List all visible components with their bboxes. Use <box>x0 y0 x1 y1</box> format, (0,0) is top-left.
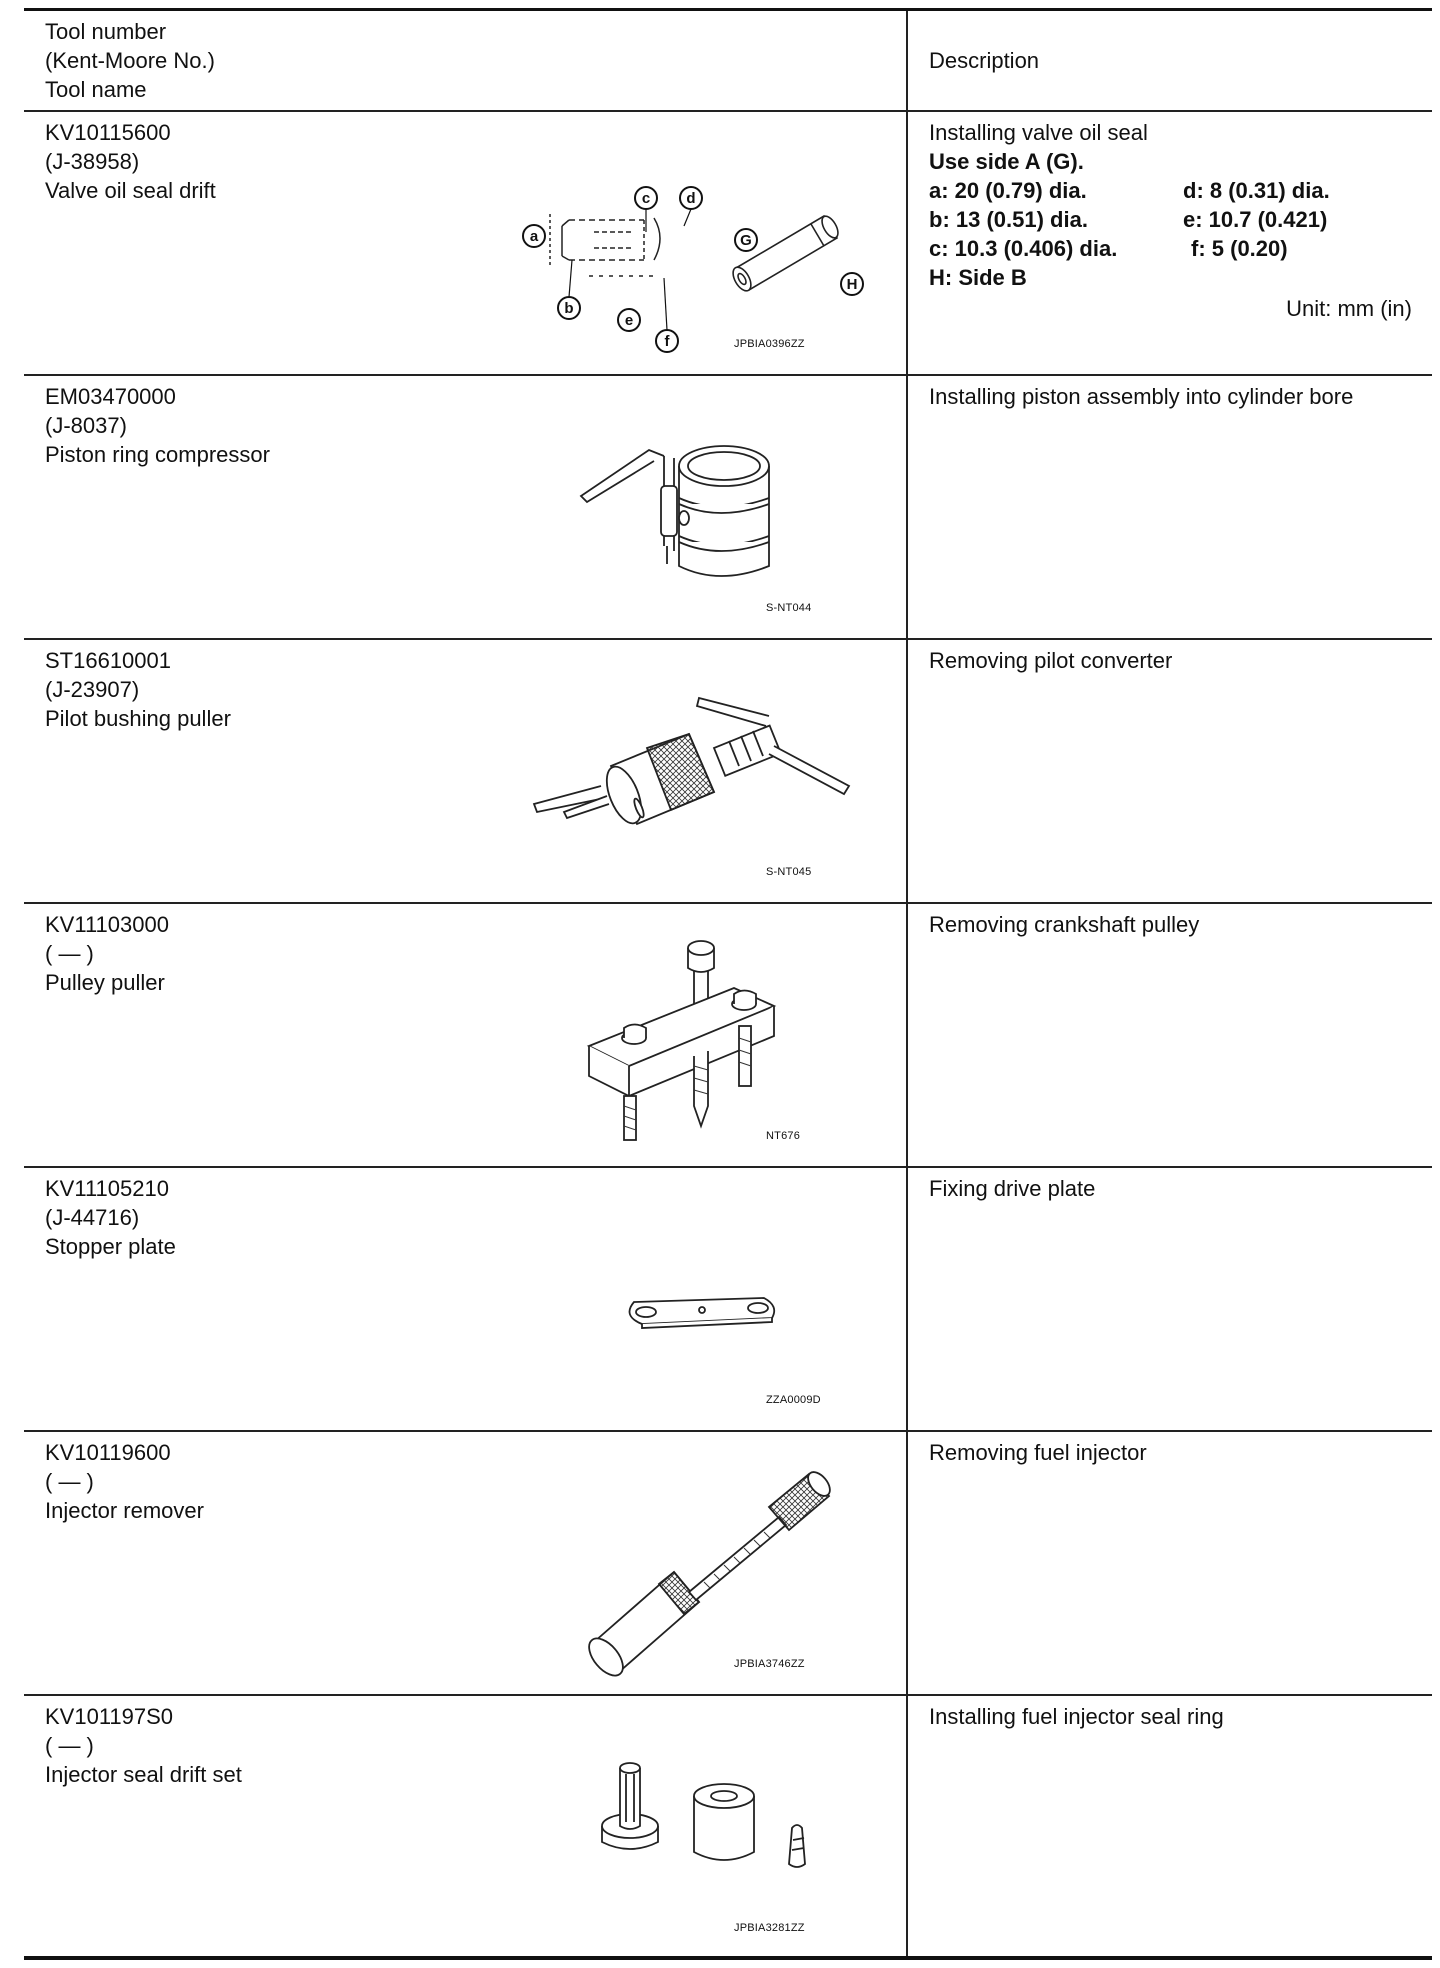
injector-remover-illustration <box>564 1462 864 1682</box>
tool-cell <box>24 640 908 902</box>
pilot-bushing-puller-illustration <box>529 696 869 876</box>
description-text: Fixing drive plate <box>929 1176 1096 1201</box>
tool-number: ST16610001 <box>45 648 171 673</box>
kent-moore-number: ( — ) <box>45 1469 94 1494</box>
spec-h: H: Side B <box>929 265 1027 290</box>
special-tools-table <box>24 8 1432 1960</box>
description-cell <box>908 376 1432 638</box>
tool-name: Injector seal drift set <box>45 1762 242 1787</box>
spec-c: c: 10.3 (0.406) dia. <box>929 236 1118 261</box>
figure-code: S-NT044 <box>766 602 812 614</box>
pulley-puller-illustration <box>584 926 834 1146</box>
table-row <box>24 1696 1432 1960</box>
table-row <box>24 1432 1432 1696</box>
tool-name: Stopper plate <box>45 1234 176 1259</box>
table-row <box>24 640 1432 904</box>
description-cell <box>908 112 1432 374</box>
dimension-specs <box>929 176 1412 292</box>
spec-b: b: 13 (0.51) dia. <box>929 207 1088 232</box>
table-row <box>24 112 1432 376</box>
description-cell <box>908 1168 1432 1430</box>
tool-number: KV10115600 <box>45 120 171 145</box>
header-description-column <box>908 11 1432 110</box>
table-header <box>24 8 1432 112</box>
kent-moore-number: (J-23907) <box>45 677 140 702</box>
figure-code: NT676 <box>766 1130 801 1142</box>
tool-cell <box>24 1168 908 1430</box>
spec-a: a: 20 (0.79) dia. <box>929 178 1087 203</box>
description-cell <box>908 1696 1432 1956</box>
tool-name: Injector remover <box>45 1498 204 1523</box>
description-text: Installing piston assembly into cylinder bore <box>929 384 1354 409</box>
tool-number: KV11105210 <box>45 1176 169 1201</box>
tool-number: KV11103000 <box>45 912 169 937</box>
figure-code: JPBIA0396ZZ <box>734 338 805 350</box>
tool-cell <box>24 1696 908 1956</box>
tool-cell <box>24 904 908 1166</box>
tool-number: KV101197S0 <box>45 1704 174 1729</box>
svg-text:c: c <box>641 190 651 207</box>
table-row <box>24 1168 1432 1432</box>
figure-code: JPBIA3281ZZ <box>734 1922 805 1934</box>
spec-d: d: 8 (0.31) dia. <box>1183 178 1330 203</box>
kent-moore-number: (J-38958) <box>45 149 140 174</box>
svg-text:a: a <box>529 228 539 245</box>
tool-number: KV10119600 <box>45 1440 171 1465</box>
svg-text:b: b <box>564 300 574 317</box>
kent-moore-number: ( — ) <box>45 1733 94 1758</box>
stopper-plate-illustration <box>614 1288 784 1348</box>
header-kent-moore: (Kent-Moore No.) <box>45 48 215 73</box>
valve-oil-seal-drift-illustration <box>514 148 894 368</box>
tool-cell <box>24 1432 908 1694</box>
description-cell <box>908 640 1432 902</box>
figure-code: S-NT045 <box>766 866 812 878</box>
description-text: Installing fuel injector seal ring <box>929 1704 1224 1729</box>
header-tool-name: Tool name <box>45 77 147 102</box>
figure-code: JPBIA3746ZZ <box>734 1658 805 1670</box>
figure-code: ZZA0009D <box>766 1394 821 1406</box>
piston-ring-compressor-illustration <box>579 436 819 616</box>
kent-moore-number: (J-8037) <box>45 413 127 438</box>
header-description: Description <box>929 47 1040 73</box>
svg-text:G: G <box>740 232 752 249</box>
svg-text:d: d <box>686 190 696 207</box>
spec-e: e: 10.7 (0.421) <box>1183 207 1328 232</box>
tool-name: Valve oil seal drift <box>45 178 216 203</box>
tool-name: Pulley puller <box>45 970 165 995</box>
svg-text:H: H <box>846 276 858 293</box>
header-tool-number: Tool number <box>45 19 167 44</box>
table-row <box>24 904 1432 1168</box>
description-cell <box>908 1432 1432 1694</box>
description-text: Removing fuel injector <box>929 1440 1147 1465</box>
header-tool-column <box>24 11 908 110</box>
description-cell <box>908 904 1432 1166</box>
injector-seal-drift-set-illustration <box>594 1756 834 1926</box>
use-side-note: Use side A (G). <box>929 149 1084 174</box>
table-row <box>24 376 1432 640</box>
tool-cell <box>24 376 908 638</box>
tool-name: Piston ring compressor <box>45 442 270 467</box>
description-text: Removing crankshaft pulley <box>929 912 1200 937</box>
tool-cell <box>24 112 908 374</box>
kent-moore-number: (J-44716) <box>45 1205 140 1230</box>
description-text: Removing pilot converter <box>929 648 1173 673</box>
svg-text:e: e <box>624 312 634 329</box>
tool-name: Pilot bushing puller <box>45 706 231 731</box>
kent-moore-number: ( — ) <box>45 941 94 966</box>
tool-number: EM03470000 <box>45 384 176 409</box>
spec-f: f: 5 (0.20) <box>1191 236 1288 261</box>
description-text: Installing valve oil seal <box>929 120 1148 145</box>
svg-text:f: f <box>664 333 670 350</box>
unit-note: Unit: mm (in) <box>1286 296 1412 321</box>
